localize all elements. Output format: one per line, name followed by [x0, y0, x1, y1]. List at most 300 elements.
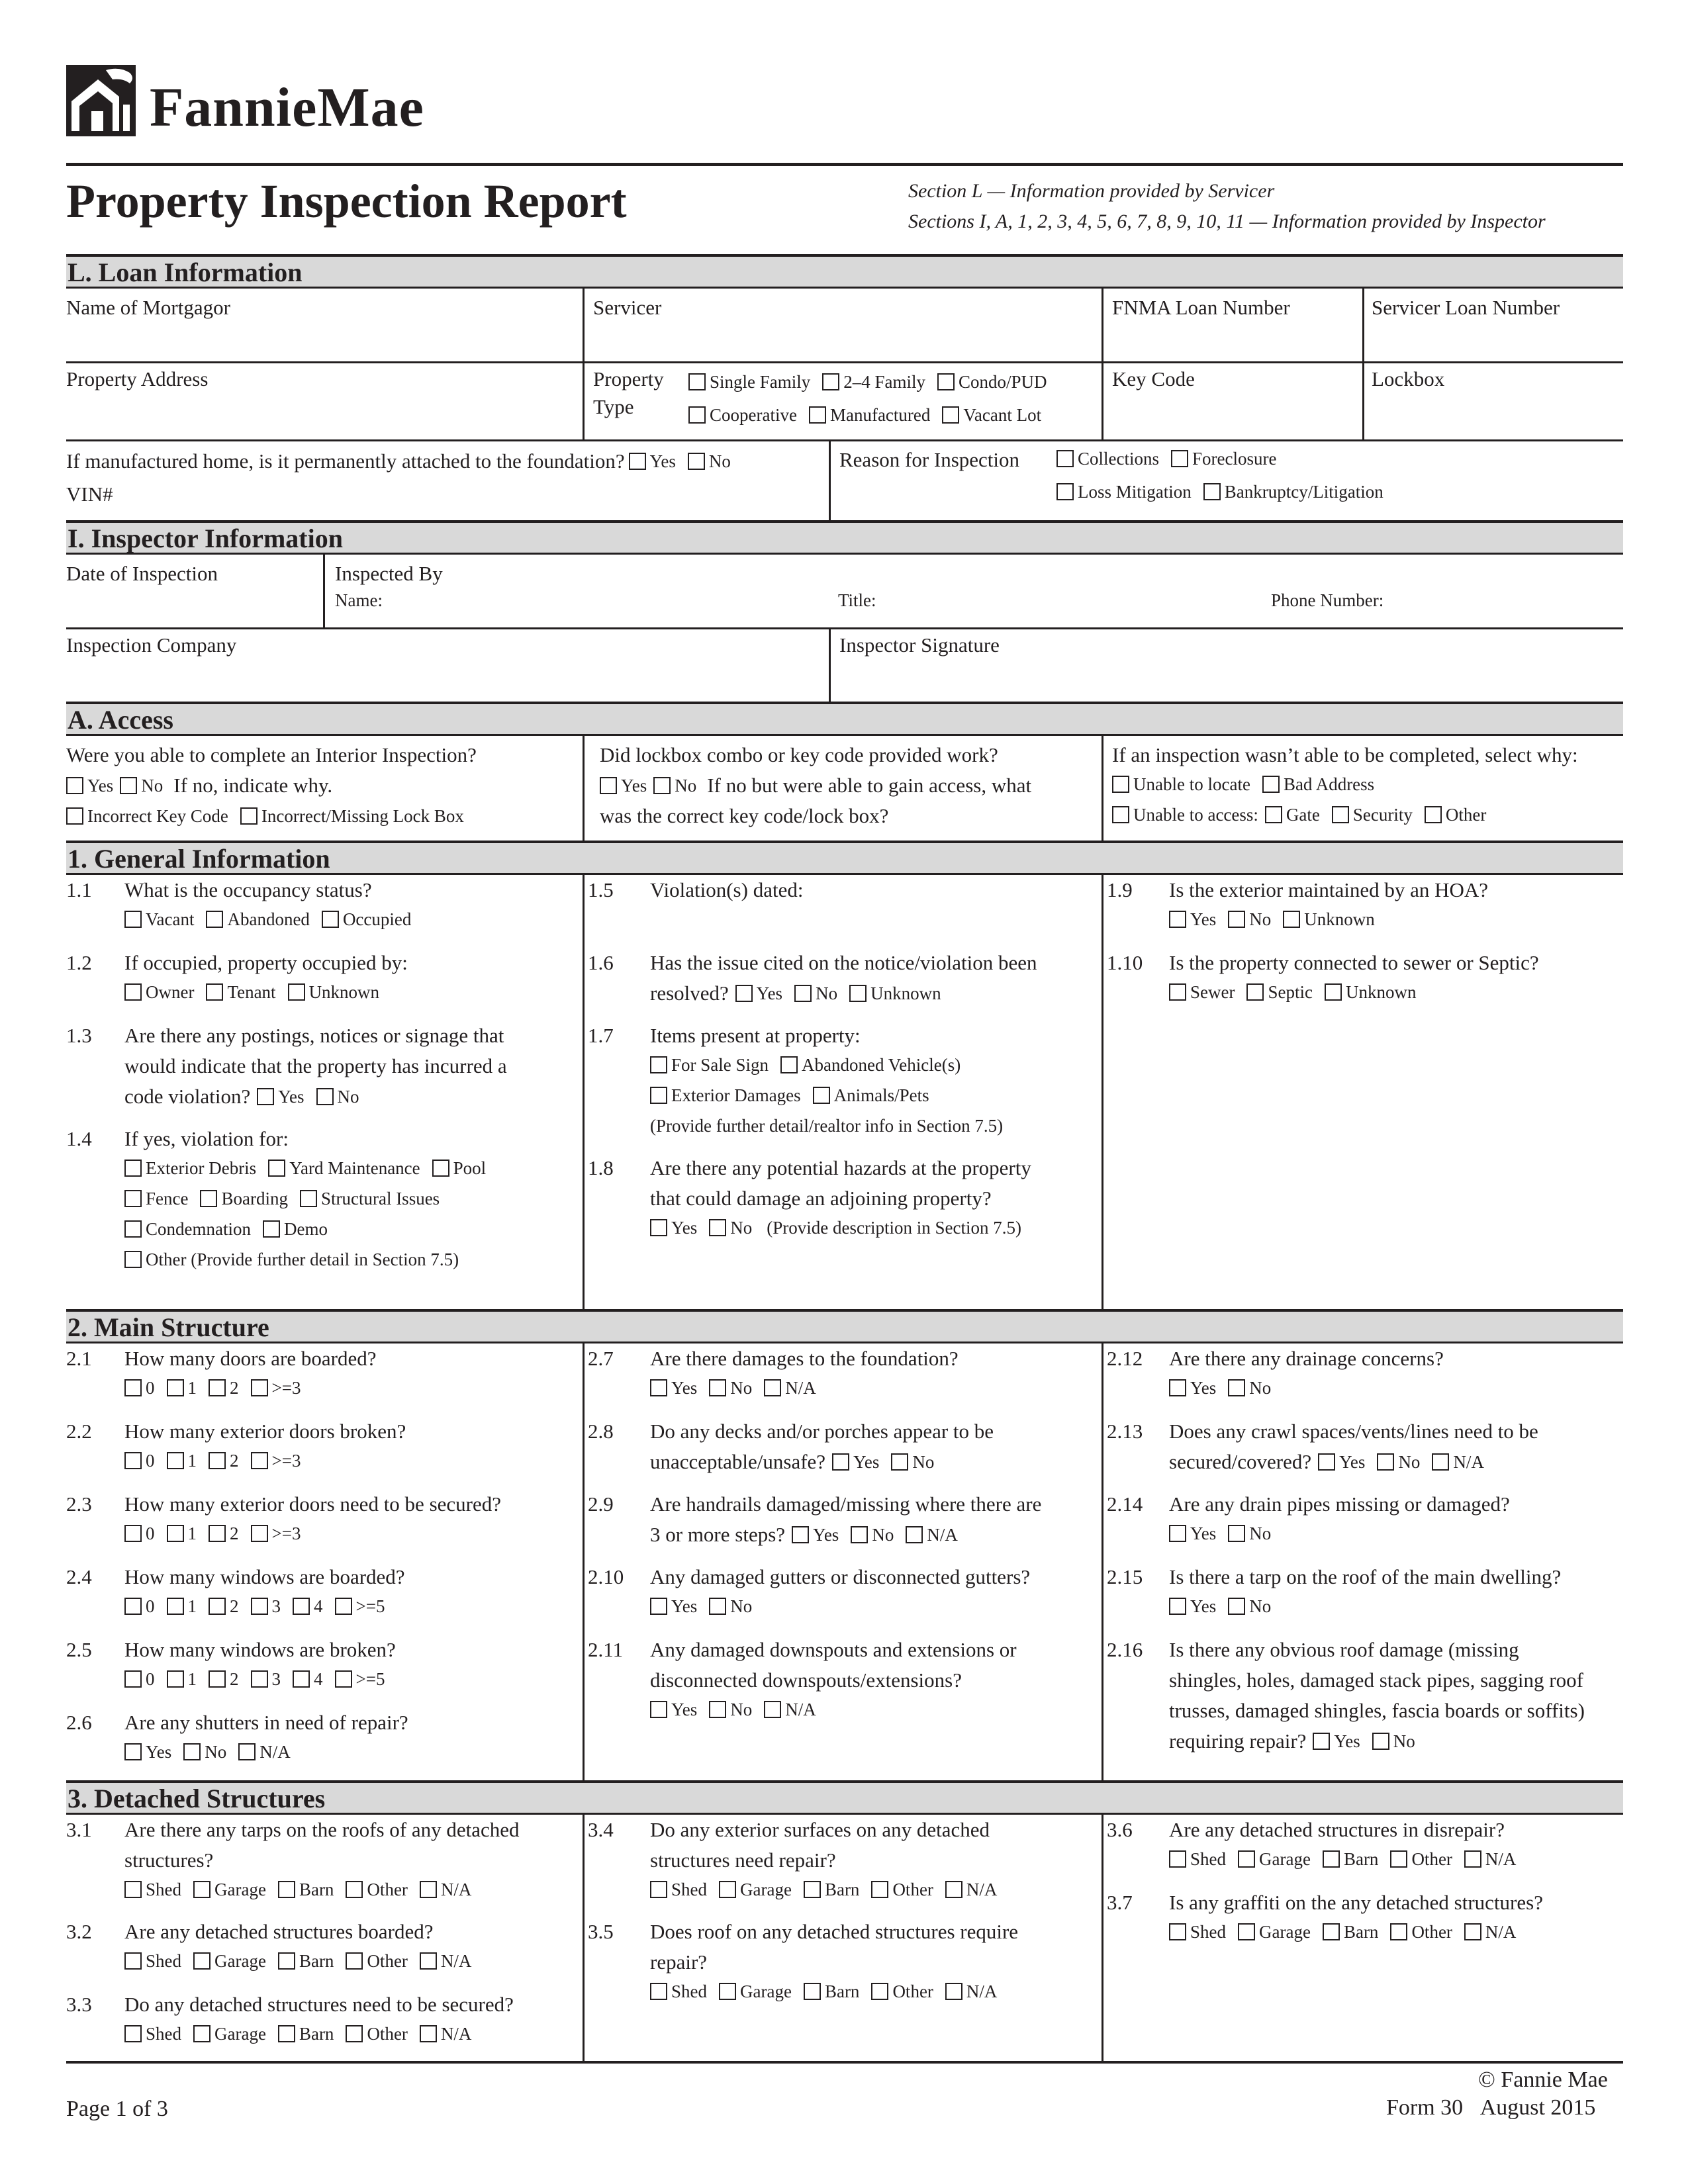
2-4-5-label: >=5 [355, 1596, 385, 1616]
checkbox-1-7-animalspets[interactable] [813, 1084, 929, 1107]
3-4-shed-label: Shed [671, 1880, 707, 1899]
checkbox-1-7-exteriordamages[interactable] [650, 1084, 801, 1107]
checkbox-loss-mitigation[interactable]: Loss Mitigation [1056, 480, 1192, 503]
checkbox-1-9-unknown[interactable] [1283, 908, 1375, 931]
checkbox-3-2-shed[interactable] [124, 1950, 181, 1972]
checkbox-2-8-yes[interactable] [832, 1449, 879, 1475]
checkbox-box[interactable] [278, 1881, 295, 1898]
3-2-garage-label: Garage [214, 1951, 266, 1971]
checkbox-box[interactable] [293, 1598, 310, 1615]
checkbox-box[interactable] [650, 1379, 667, 1396]
checkbox-box[interactable] [209, 1452, 226, 1469]
answer-options [124, 1522, 312, 1545]
checkbox-box[interactable] [238, 1743, 256, 1760]
checkbox-box[interactable] [124, 1190, 142, 1207]
checkbox-3-6-barn[interactable] [1323, 1848, 1378, 1870]
checkbox-3-1-shed[interactable] [124, 1878, 181, 1901]
2-2-0-label: 0 [146, 1451, 155, 1471]
checkbox-1-6-yes[interactable] [735, 981, 782, 1006]
checkbox-box[interactable] [251, 1598, 268, 1615]
checkbox-box[interactable] [1238, 1923, 1255, 1940]
checkbox-box[interactable] [1318, 1453, 1335, 1471]
checkbox-box[interactable] [346, 1881, 363, 1898]
checkbox-unable-to-locate[interactable]: Unable to locate [1112, 773, 1250, 796]
checkbox-box[interactable] [251, 1452, 268, 1469]
checkbox-3-3-shed[interactable] [124, 2023, 181, 2045]
checkbox-1-7-forsalesign[interactable] [650, 1054, 769, 1076]
checkbox-2-1-1[interactable] [167, 1377, 197, 1399]
checkbox-box[interactable] [1228, 1598, 1245, 1615]
checkbox-box[interactable] [849, 985, 867, 1002]
checkbox-2-15-no[interactable] [1228, 1595, 1271, 1617]
checkbox-1-3-yes[interactable] [257, 1084, 304, 1109]
question-text [650, 1346, 965, 1371]
checkbox-incorrect-key-code[interactable]: Incorrect Key Code [66, 805, 228, 827]
checkbox-2-9-yes[interactable] [792, 1522, 839, 1547]
checkbox-2-7-yes[interactable] [650, 1377, 697, 1399]
checkbox-box[interactable] [206, 983, 223, 1001]
checkbox-2-4-family[interactable]: 2–4 Family [822, 371, 925, 393]
checkbox-box[interactable] [316, 1088, 334, 1105]
1-7-animalspets-label: Animals/Pets [833, 1085, 929, 1105]
checkbox-box[interactable] [1169, 1923, 1186, 1940]
checkbox-box[interactable] [167, 1379, 184, 1396]
checkbox-box[interactable] [209, 1379, 226, 1396]
checkbox-missing-lock-box[interactable]: Incorrect/Missing Lock Box [240, 805, 464, 827]
checkbox-box[interactable] [124, 1598, 142, 1615]
checkbox-2-9-na[interactable] [906, 1522, 958, 1547]
checkbox-2-6-na[interactable] [238, 1741, 291, 1763]
checkbox-2-10-yes[interactable] [650, 1595, 697, 1617]
checkbox-box[interactable] [813, 1087, 830, 1104]
checkbox-cooperative[interactable]: Cooperative [688, 404, 797, 426]
checkbox-2-3-3[interactable] [251, 1522, 301, 1545]
checkbox-3-2-other[interactable] [346, 1950, 407, 1972]
2-14-yes-label: Yes [1190, 1524, 1217, 1543]
checkbox-box[interactable] [193, 1881, 211, 1898]
checkbox-1-9-yes[interactable] [1169, 908, 1216, 931]
checkbox-1-4-condemnation[interactable] [124, 1218, 251, 1240]
checkbox-box[interactable] [167, 1452, 184, 1469]
checkbox-1-10-unknown[interactable] [1325, 981, 1417, 1003]
checkbox-2-8-no[interactable] [891, 1449, 934, 1475]
checkbox-2-14-yes[interactable] [1169, 1522, 1216, 1545]
checkbox-1-8-yes[interactable] [650, 1216, 697, 1239]
checkbox-2-5-0[interactable] [124, 1668, 155, 1690]
checkbox-manufactured[interactable]: Manufactured [809, 404, 930, 426]
checkbox-3-7-other[interactable] [1390, 1921, 1452, 1943]
checkbox-1-2-tenant[interactable] [206, 981, 275, 1003]
checkbox-box[interactable] [420, 2025, 437, 2042]
checkbox-1-6-unknown[interactable] [849, 981, 941, 1006]
checkbox-box[interactable] [1323, 1923, 1340, 1940]
checkbox-box[interactable] [251, 1379, 268, 1396]
checkbox-3-7-garage[interactable] [1238, 1921, 1311, 1943]
checkbox-box[interactable] [167, 1525, 184, 1542]
brand-name: FannieMae [150, 77, 424, 138]
checkbox-2-2-2[interactable] [209, 1449, 239, 1472]
2-2-3-label: >=3 [271, 1451, 301, 1471]
checkbox-lockbox-yes[interactable]: Yes [600, 774, 647, 797]
checkbox-unable-to-access[interactable]: Unable to access: [1112, 803, 1258, 826]
checkbox-box[interactable] [1464, 1923, 1481, 1940]
checkbox-2-13-yes[interactable] [1318, 1449, 1365, 1475]
answer-options [124, 1668, 397, 1690]
question-text [1169, 1890, 1550, 1915]
checkbox-box[interactable] [871, 1881, 888, 1898]
checkbox-2-4-4[interactable] [293, 1595, 323, 1617]
checkbox-box[interactable] [650, 1087, 667, 1104]
checkbox-box[interactable] [650, 1881, 667, 1898]
checkbox-security[interactable]: Security [1332, 803, 1413, 826]
checkbox-box[interactable] [420, 1881, 437, 1898]
checkbox-box[interactable] [335, 1598, 352, 1615]
checkbox-3-6-garage[interactable] [1238, 1848, 1311, 1870]
checkbox-2-4-5[interactable] [335, 1595, 385, 1617]
checkbox-box[interactable] [709, 1701, 726, 1718]
checkbox-box[interactable] [167, 1670, 184, 1688]
checkbox-1-2-owner[interactable] [124, 981, 194, 1003]
checkbox-2-5-5[interactable] [335, 1668, 385, 1690]
checkbox-box[interactable] [322, 911, 339, 928]
checkbox-3-5-na[interactable] [945, 1980, 998, 2003]
checkbox-2-6-no[interactable] [183, 1741, 226, 1763]
checkbox-3-1-other[interactable] [346, 1878, 407, 1901]
checkbox-box[interactable] [335, 1670, 352, 1688]
checkbox-3-1-garage[interactable] [193, 1878, 266, 1901]
checkbox-box[interactable] [278, 1952, 295, 1970]
checkbox-3-5-barn[interactable] [804, 1980, 859, 2003]
answer-options [650, 1980, 1009, 2003]
checkbox-box[interactable] [124, 911, 142, 928]
question-number: 2.1 [66, 1347, 92, 1370]
checkbox-box[interactable] [200, 1190, 217, 1207]
checkbox-box[interactable] [209, 1670, 226, 1688]
checkbox-box[interactable] [709, 1598, 726, 1615]
checkbox-3-4-shed[interactable] [650, 1878, 707, 1901]
checkbox-2-13-na[interactable] [1432, 1449, 1484, 1475]
checkbox-box[interactable] [945, 1983, 962, 2000]
checkbox-2-14-no[interactable] [1228, 1522, 1271, 1545]
checkbox-bad-address[interactable]: Bad Address [1262, 773, 1374, 796]
checkbox-box[interactable] [1432, 1453, 1449, 1471]
2-5-3-label: 3 [271, 1669, 281, 1689]
question-line: secured/covered? [1169, 1450, 1312, 1473]
checkbox-2-4-2[interactable] [209, 1595, 239, 1617]
checkbox-2-7-na[interactable] [764, 1377, 816, 1399]
checkbox-1-8-no[interactable] [709, 1216, 752, 1239]
checkbox-3-3-na[interactable] [420, 2023, 472, 2045]
checkbox-box[interactable] [124, 1452, 142, 1469]
checkbox-box[interactable] [764, 1379, 781, 1396]
checkbox-box[interactable] [1325, 983, 1342, 1001]
checkbox-3-3-other[interactable] [346, 2023, 407, 2045]
question-text [650, 878, 810, 903]
checkbox-1-4-exteriordebris[interactable] [124, 1157, 256, 1179]
checkbox-box[interactable] [650, 1598, 667, 1615]
checkbox-1-9-no[interactable] [1228, 908, 1271, 931]
checkbox-box[interactable] [1169, 1379, 1186, 1396]
checkbox-box[interactable] [432, 1160, 449, 1177]
3-3-other-label: Other [367, 2024, 408, 2044]
checkbox-box[interactable] [124, 983, 142, 1001]
checkbox-2-2-0[interactable] [124, 1449, 155, 1472]
checkbox-2-1-0[interactable] [124, 1377, 155, 1399]
checkbox-manufactured-yes[interactable]: Yes [629, 450, 676, 473]
checkbox-box[interactable] [792, 1526, 809, 1543]
checkbox-box[interactable] [420, 1952, 437, 1970]
checkbox-3-1-na[interactable] [420, 1878, 472, 1901]
1-4-fence-label: Fence [146, 1189, 189, 1208]
checkbox-box[interactable] [1313, 1733, 1330, 1750]
checkbox-box[interactable] [209, 1525, 226, 1542]
question-line: Are there any potential hazards at the property [650, 1156, 1031, 1179]
1-4-pool-label: Pool [453, 1158, 487, 1178]
checkbox-box[interactable] [735, 985, 753, 1002]
checkbox-2-3-0[interactable] [124, 1522, 155, 1545]
checkbox-1-4-otherprovidefurtherdetailinsection75[interactable] [124, 1248, 459, 1271]
checkbox-1-4-boarding[interactable] [200, 1187, 288, 1210]
1-6-no-label: No [816, 983, 838, 1003]
checkbox-gate[interactable]: Gate [1265, 803, 1320, 826]
checkbox-box[interactable] [1238, 1850, 1255, 1868]
checkbox-box[interactable] [1377, 1453, 1394, 1471]
checkbox-box[interactable] [124, 1881, 142, 1898]
checkbox-3-2-garage[interactable] [193, 1950, 266, 1972]
checkbox-box[interactable] [650, 1056, 667, 1073]
checkbox-box[interactable] [764, 1701, 781, 1718]
checkbox-box[interactable] [1246, 983, 1264, 1001]
question-text [650, 1637, 1023, 1662]
question-text [124, 1419, 412, 1444]
checkbox-1-4-pool[interactable] [432, 1157, 487, 1179]
checkbox-2-12-no[interactable] [1228, 1377, 1271, 1399]
checkbox-box[interactable] [851, 1526, 868, 1543]
checkbox-3-3-garage[interactable] [193, 2023, 266, 2045]
form-date: August 2015 [1479, 2095, 1596, 2120]
checkbox-3-7-na[interactable] [1464, 1921, 1517, 1943]
checkbox-box[interactable] [124, 2025, 142, 2042]
checkbox-manufactured-no[interactable]: No [688, 450, 731, 473]
checkbox-2-5-2[interactable] [209, 1668, 239, 1690]
checkbox-1-4-yardmaintenance[interactable] [268, 1157, 420, 1179]
checkbox-2-4-3[interactable] [251, 1595, 281, 1617]
checkbox-box[interactable] [719, 1881, 736, 1898]
checkbox-3-4-na[interactable] [945, 1878, 998, 1901]
checkbox-box[interactable] [209, 1598, 226, 1615]
answer-options [124, 908, 423, 931]
checkbox-box[interactable] [124, 1670, 142, 1688]
checkbox-3-7-shed[interactable] [1169, 1921, 1226, 1943]
checkbox-3-6-other[interactable] [1390, 1848, 1452, 1870]
checkbox-1-2-unknown[interactable] [288, 981, 380, 1003]
2-1-3-label: >=3 [271, 1378, 301, 1398]
checkbox-condo-pud[interactable]: Condo/PUD [937, 371, 1047, 393]
checkbox-box[interactable] [1283, 911, 1300, 928]
checkbox-3-6-na[interactable] [1464, 1848, 1517, 1870]
checkbox-box[interactable] [1323, 1850, 1340, 1868]
checkbox-2-6-yes[interactable] [124, 1741, 171, 1763]
checkbox-2-4-1[interactable] [167, 1595, 197, 1617]
checkbox-foreclosure[interactable]: Foreclosure [1171, 447, 1276, 470]
checkbox-3-2-na[interactable] [420, 1950, 472, 1972]
checkbox-1-7-abandonedvehicles[interactable] [780, 1054, 961, 1076]
checkbox-3-3-barn[interactable] [278, 2023, 334, 2045]
checkbox-3-4-other[interactable] [871, 1878, 933, 1901]
question-text [1169, 1419, 1545, 1444]
access-q3-row2 [1112, 803, 1498, 826]
checkbox-2-3-2[interactable] [209, 1522, 239, 1545]
checkbox-box[interactable] [124, 1220, 142, 1238]
checkbox-box[interactable] [346, 1952, 363, 1970]
checkbox-box[interactable] [206, 911, 223, 928]
checkbox-3-4-barn[interactable] [804, 1878, 859, 1901]
checkbox-other[interactable]: Other [1425, 803, 1486, 826]
checkbox-3-5-garage[interactable] [719, 1980, 792, 2003]
checkbox-1-1-vacant[interactable] [124, 908, 194, 931]
checkbox-box[interactable] [251, 1525, 268, 1542]
checkbox-box[interactable] [794, 985, 812, 1002]
question-text [1169, 1668, 1590, 1693]
checkbox-2-7-no[interactable] [709, 1377, 752, 1399]
checkbox-box[interactable] [1169, 911, 1186, 928]
checkbox-2-11-yes[interactable] [650, 1698, 697, 1721]
checkbox-box[interactable] [1169, 1850, 1186, 1868]
checkbox-box[interactable] [1390, 1923, 1407, 1940]
checkbox-box[interactable] [709, 1379, 726, 1396]
checkbox-box[interactable] [278, 2025, 295, 2042]
question-text [1169, 1637, 1526, 1662]
checkbox-box[interactable] [268, 1160, 285, 1177]
checkbox-2-11-na[interactable] [764, 1698, 816, 1721]
checkbox-box[interactable] [193, 2025, 211, 2042]
checkbox-1-3-no[interactable] [316, 1084, 359, 1109]
checkbox-box[interactable] [124, 1379, 142, 1396]
checkbox-2-4-0[interactable] [124, 1595, 155, 1617]
question-line: repair? [650, 1950, 708, 1974]
checkbox-single-family[interactable]: Single Family [688, 371, 810, 393]
checkbox-3-5-shed[interactable] [650, 1980, 707, 2003]
checkbox-box[interactable] [346, 2025, 363, 2042]
checkbox-1-10-sewer[interactable] [1169, 981, 1235, 1003]
checkbox-box[interactable] [124, 1952, 142, 1970]
checkbox-box[interactable] [124, 1160, 142, 1177]
checkbox-box[interactable] [167, 1598, 184, 1615]
checkbox-box[interactable] [650, 1219, 667, 1236]
checkbox-1-6-no[interactable] [794, 981, 837, 1006]
checkbox-3-1-barn[interactable] [278, 1878, 334, 1901]
checkbox-box[interactable] [1228, 911, 1245, 928]
question-line: Are there damages to the foundation? [650, 1347, 959, 1370]
checkbox-box[interactable] [804, 1881, 821, 1898]
checkbox-3-4-garage[interactable] [719, 1878, 792, 1901]
checkbox-interior-no[interactable]: No [120, 774, 163, 797]
2-9-no-label: No [872, 1525, 894, 1545]
checkbox-2-3-1[interactable] [167, 1522, 197, 1545]
3-4-garage-label: Garage [740, 1880, 792, 1899]
checkbox-2-1-2[interactable] [209, 1377, 239, 1399]
checkbox-box[interactable] [251, 1670, 268, 1688]
checkbox-collections[interactable]: Collections [1056, 447, 1159, 470]
checkbox-bankruptcy[interactable]: Bankruptcy/Litigation [1203, 480, 1383, 503]
checkbox-1-4-demo[interactable] [263, 1218, 328, 1240]
checkbox-box[interactable] [945, 1881, 962, 1898]
checkbox-3-2-barn[interactable] [278, 1950, 334, 1972]
checkbox-box[interactable] [891, 1453, 908, 1471]
checkbox-2-12-yes[interactable] [1169, 1377, 1216, 1399]
checkbox-2-2-3[interactable] [251, 1449, 301, 1472]
checkbox-2-15-yes[interactable] [1169, 1595, 1216, 1617]
checkbox-lockbox-no[interactable]: No [653, 774, 696, 797]
checkbox-2-16-yes[interactable] [1313, 1729, 1360, 1754]
checkbox-2-2-1[interactable] [167, 1449, 197, 1472]
checkbox-box[interactable] [293, 1670, 310, 1688]
checkbox-2-13-no[interactable] [1377, 1449, 1420, 1475]
checkbox-1-4-structuralissues[interactable] [300, 1187, 440, 1210]
checkbox-box[interactable] [124, 1251, 142, 1268]
3-3-na-label: N/A [440, 2024, 472, 2044]
question-line: Any damaged gutters or disconnected gutters? [650, 1565, 1031, 1588]
checkbox-box[interactable] [124, 1525, 142, 1542]
checkbox-box[interactable] [650, 1983, 667, 2000]
checkbox-box[interactable] [183, 1743, 201, 1760]
checkbox-box[interactable] [1169, 983, 1186, 1001]
checkbox-box[interactable] [1390, 1850, 1407, 1868]
question-line: How many windows are broken? [124, 1638, 396, 1661]
checkbox-box[interactable] [1169, 1525, 1186, 1542]
checkbox-3-7-barn[interactable] [1323, 1921, 1378, 1943]
checkbox-3-5-other[interactable] [871, 1980, 933, 2003]
checkbox-box[interactable] [871, 1983, 888, 2000]
2-9-na-label: N/A [927, 1525, 958, 1545]
checkbox-box[interactable] [257, 1088, 274, 1105]
checkbox-box[interactable] [719, 1983, 736, 2000]
checkbox-box[interactable] [1228, 1525, 1245, 1542]
checkbox-box[interactable] [832, 1453, 849, 1471]
checkbox-box[interactable] [1169, 1598, 1186, 1615]
checkbox-1-1-occupied[interactable] [322, 908, 411, 931]
checkbox-box[interactable] [709, 1219, 726, 1236]
checkbox-2-11-no[interactable] [709, 1698, 752, 1721]
checkbox-box[interactable] [300, 1190, 317, 1207]
checkbox-box[interactable] [650, 1701, 667, 1718]
checkbox-2-1-3[interactable] [251, 1377, 301, 1399]
checkbox-box[interactable] [193, 1952, 211, 1970]
checkbox-2-16-no[interactable] [1372, 1729, 1415, 1754]
checkbox-box[interactable] [1464, 1850, 1481, 1868]
checkbox-box[interactable] [124, 1743, 142, 1760]
checkbox-2-5-4[interactable] [293, 1668, 323, 1690]
checkbox-box[interactable] [780, 1056, 798, 1073]
checkbox-box[interactable] [804, 1983, 821, 2000]
checkbox-2-5-3[interactable] [251, 1668, 281, 1690]
checkbox-box[interactable] [288, 983, 305, 1001]
checkbox-box[interactable] [1228, 1379, 1245, 1396]
checkbox-2-9-no[interactable] [851, 1522, 894, 1547]
checkbox-3-6-shed[interactable] [1169, 1848, 1226, 1870]
checkbox-box[interactable] [263, 1220, 280, 1238]
checkbox-1-4-fence[interactable] [124, 1187, 188, 1210]
checkbox-interior-yes[interactable]: Yes [66, 774, 113, 797]
checkbox-1-10-septic[interactable] [1246, 981, 1313, 1003]
checkbox-box[interactable] [1372, 1733, 1389, 1750]
checkbox-1-1-abandoned[interactable] [206, 908, 309, 931]
answer-options [124, 1741, 303, 1763]
checkbox-2-10-no[interactable] [709, 1595, 752, 1617]
checkbox-2-5-1[interactable] [167, 1668, 197, 1690]
checkbox-vacant-lot[interactable]: Vacant Lot [942, 404, 1041, 426]
checkbox-box[interactable] [906, 1526, 923, 1543]
